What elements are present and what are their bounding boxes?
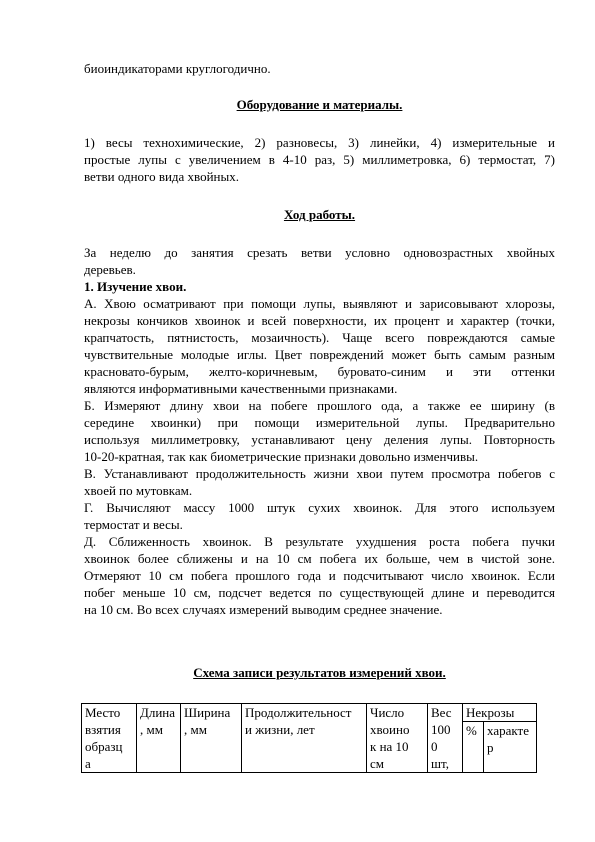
col-needle-count: Число хвоино к на 10 см [367, 704, 428, 773]
col-width: Ширина , мм [181, 704, 242, 773]
section-heading: Оборудование и материалы. [236, 97, 403, 112]
text-line: А. Хвою осматривают при помощи лупы, выявляют и зарисовывают хлорозы, [84, 296, 555, 311]
text-line: 1) весы технохимические, 2) разновесы, 3) линейки, 4) измерительные и [84, 135, 555, 150]
text-line: на 10 см. Во всех случаях измерений выводим среднее значение. [84, 602, 443, 617]
col-weight: Вес 100 0 шт, [428, 704, 463, 773]
section-heading: Ход работы. [283, 207, 356, 222]
text-line: побег меньше 10 см, подсчет ведется по существующей длине и переводится [84, 585, 555, 600]
text-line: являются информативными качественными признаками. [84, 381, 398, 396]
text-line: В. Устанавливают продолжительность жизни хвои путем просмотра побегов с [84, 466, 555, 481]
text-line: используя миллиметровку, устанавливают цену деления лупы. Повторность [84, 432, 555, 447]
text-line: ветви одного вида хвойных. [84, 169, 239, 184]
text-line: Б. Измеряют длину хвои на побеге прошлого ода, а также ее ширину (в [84, 398, 555, 413]
section-heading: Схема записи результатов измерений хвои. [193, 665, 446, 680]
text-line: 1. Изучение хвои. [84, 279, 187, 294]
text-line: 10-20-кратная, так как биометрические признаки довольно изменчивы. [84, 449, 479, 464]
text-line: Г. Вычисляют массу 1000 штук сухих хвоинок. Для этого используем [84, 500, 555, 515]
text-line: хвоей по мутовкам. [84, 483, 193, 498]
text-line: хвоинок более сближены и на 10 см побега их больше, чем в чистой зоне. [84, 551, 555, 566]
text-line: некрозы кончиков хвоинок и всей поверхности, их процент и характер (точки, [84, 313, 555, 328]
col-place: Место взятия образц а [82, 704, 137, 773]
text-line: термостат и весы. [84, 517, 183, 532]
text-line: За неделю до занятия срезать ветви условно одновозрастных хвойных [84, 245, 555, 260]
text-line: деревьев. [84, 262, 136, 277]
col-necrosis-percent: % [463, 722, 484, 773]
text-line: чувствительные молодые иглы. Цвет повреждений может быть самым разным [84, 347, 555, 362]
col-lifespan: Продолжительност и жизни, лет [242, 704, 367, 773]
text-line: Д. Сближенность хвоинок. В результате ухудшения роста побега пучки [84, 534, 555, 549]
col-necrosis: Некрозы [463, 704, 537, 722]
text-line: простые лупы с увеличением в 4-10 раз, 5) миллиметровка, 6) термостат, 7) [84, 152, 555, 167]
needle-measurement-table [81, 703, 537, 773]
col-length: Длина , мм [137, 704, 181, 773]
text-line: середине хвоинки) при помощи измерительной лупы. Предварительно [84, 415, 555, 430]
text-line: красновато-бурым, желто-коричневым, буровато-синим и эти оттенки [84, 364, 555, 379]
text-line: Отмеряют 10 см побега прошлого года и подсчитывают число хвоинок. Если [84, 568, 555, 583]
text-line: крапчатость, пятнистость, мозаичность). Чаще всего повреждаются самые [84, 330, 555, 345]
text-line: биоиндикаторами круглогодично. [84, 61, 271, 76]
col-necrosis-character: характе р [484, 722, 537, 773]
